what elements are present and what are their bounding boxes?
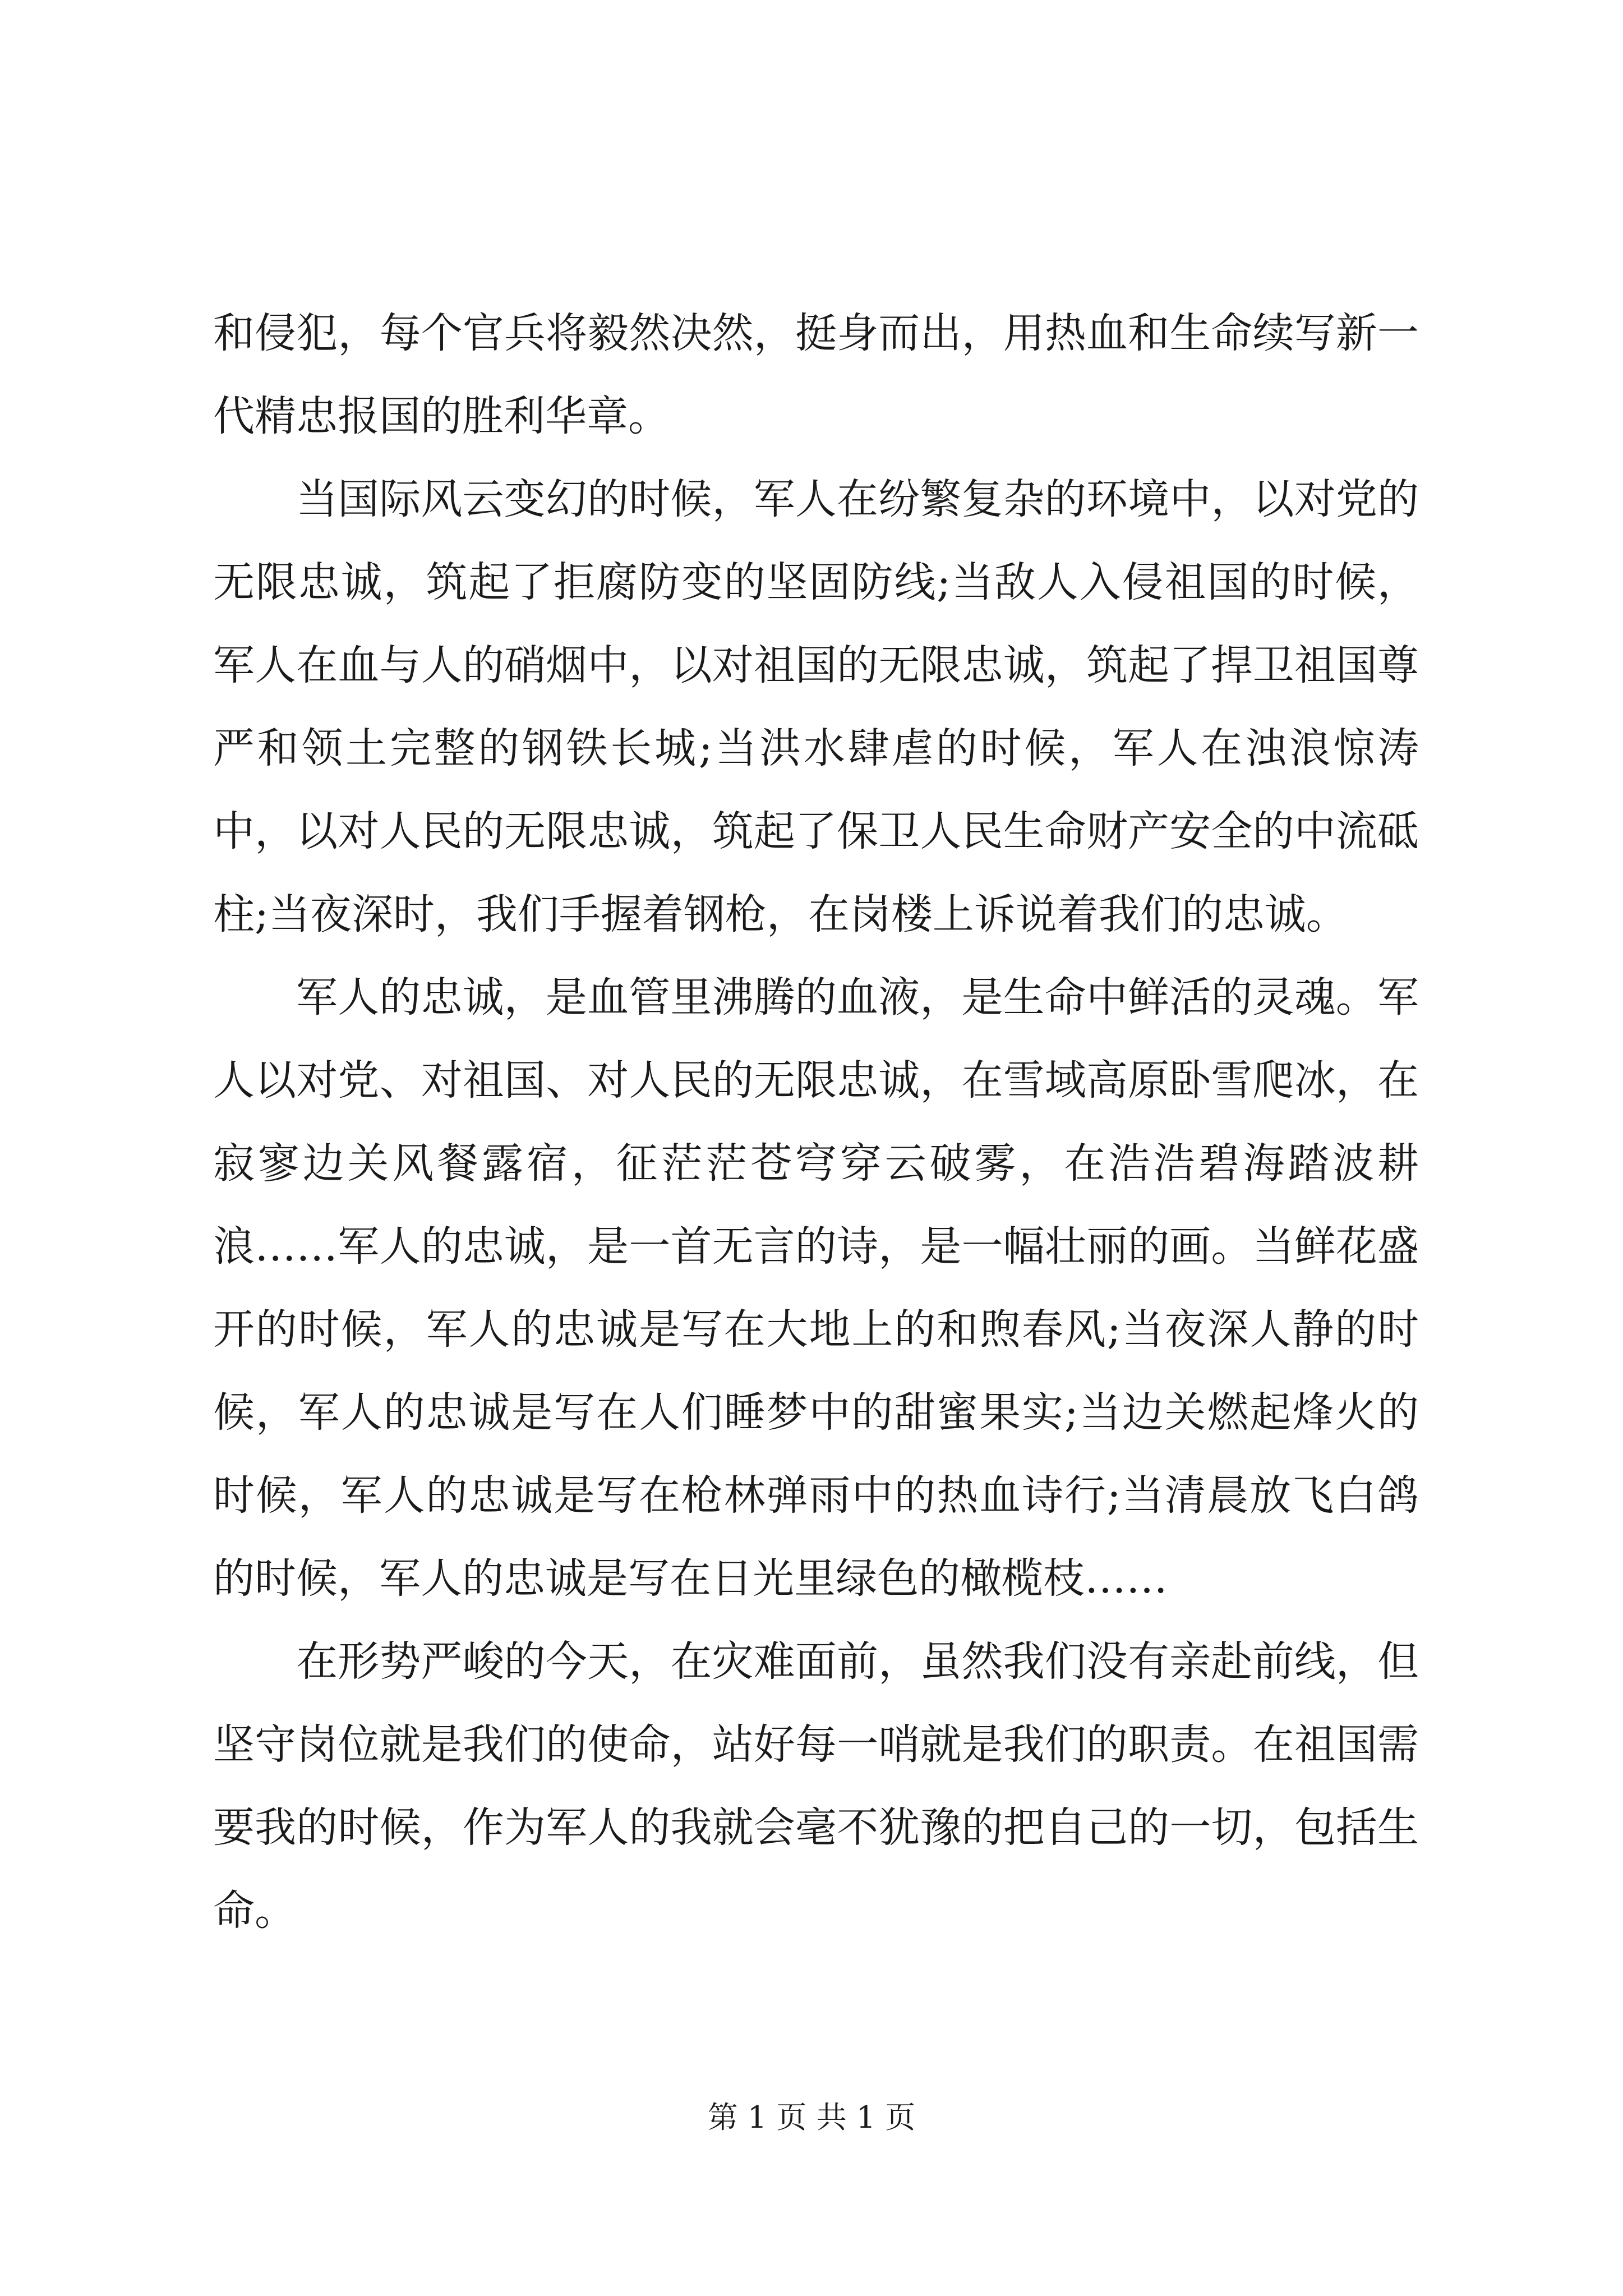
paragraph-continuation: 和侵犯，每个官兵将毅然决然，挺身而出，用热血和生命续写新一代精忠报国的胜利华章。 bbox=[213, 309, 1419, 440]
page-number-footer: 第 1 页 共 1 页 bbox=[707, 2100, 916, 2135]
paragraph-international-situation: 当国际风云变幻的时候，军人在纷繁复杂的环境中，以对党的无限忠诚，筑起了拒腐防变的坚固防线;当敌人入侵祖国的时候，军人在血与人的硝烟中，以对祖国的无限忠诚，筑起了捍卫祖国尊严和领土完整的钢铁长城;当洪水肆虐的时候，军人在浊浪惊涛中，以对人民的无限忠诚，筑起了保卫人民生命财产安全的中流砥柱;当夜深时，我们手握着钢枪，在岗楼上诉说着我们的忠诚。 bbox=[213, 475, 1419, 938]
paragraph-soldier-loyalty: 军人的忠诚，是血管里沸腾的血液，是生命中鲜活的灵魂。军人以对党、对祖国、对人民的无限忠诚，在雪域高原卧雪爬冰，在寂寥边关风餐露宿，征茫茫苍穹穿云破雾，在浩浩碧海踏波耕浪……军人的忠诚，是一首无言的诗，是一幅壮丽的画。当鲜花盛开的时候，军人的忠诚是写在大地上的和煦春风;当夜深人静的时候，军人的忠诚是写在人们睡梦中的甜蜜果实;当边关燃起烽火的时候，军人的忠诚是写在枪林弹雨中的热血诗行;当清晨放飞白鸽的时候，军人的忠诚是写在日光里绿色的橄榄枝…… bbox=[213, 973, 1419, 1603]
document-body bbox=[213, 292, 1419, 1952]
paragraph-current-situation: 在形势严峻的今天，在灾难面前，虽然我们没有亲赴前线，但坚守岗位就是我们的使命，站好每一哨就是我们的职责。在祖国需要我的时候，作为军人的我就会毫不犹豫的把自己的一切，包括生命。 bbox=[213, 1637, 1419, 1935]
